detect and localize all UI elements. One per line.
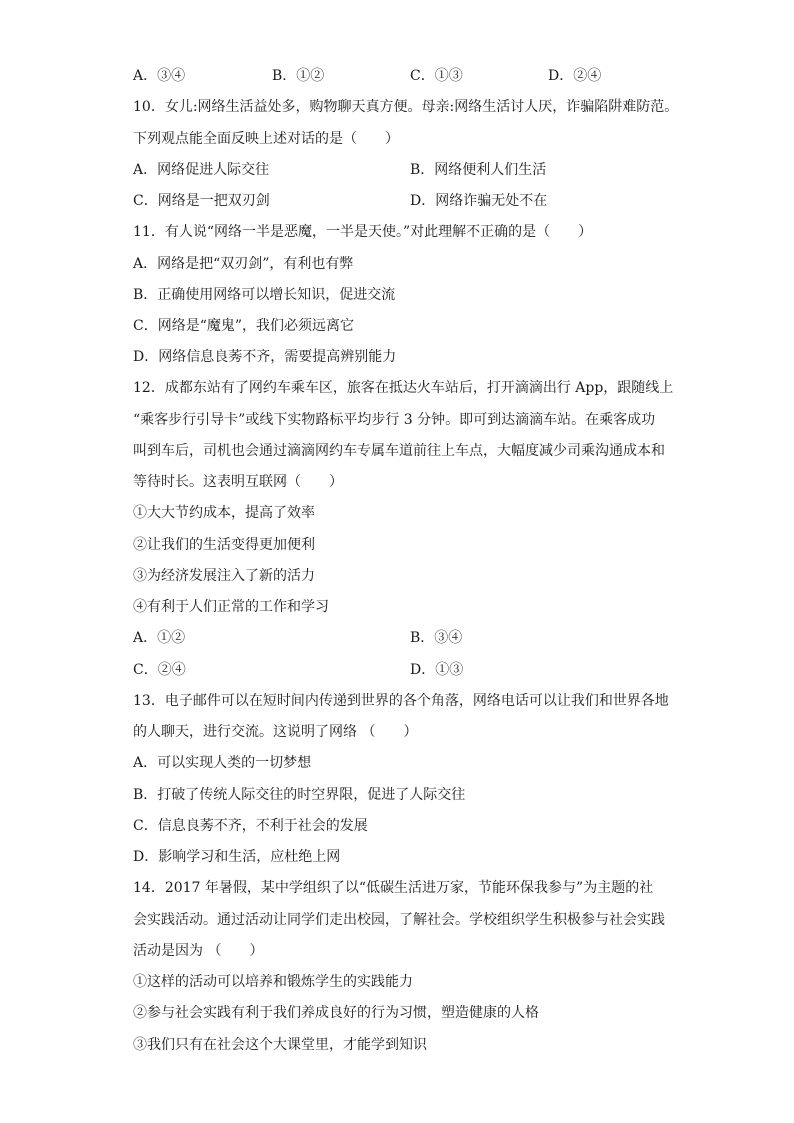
- q12-statement-3: ③为经济发展注入了新的活力: [133, 568, 315, 584]
- q10-stem-line1: 10．女儿:网络生活益处多，购物聊天真方便。母亲:网络生活讨人厌，诈骗陷阱难防范。: [133, 99, 679, 115]
- q10-stem-line2: 下列观点能全面反映上述对话的是（ ）: [133, 131, 399, 147]
- q13-option-d: D．影响学习和生活，应杜绝上网: [133, 849, 341, 865]
- q14-stem-line1: 14．2017 年暑假，某中学组织了以“低碳生活进万家，节能环保我参与”为主题的社: [133, 880, 654, 896]
- q13-stem-line1: 13．电子邮件可以在短时间内传递到世界的各个角落，网络电话可以让我们和世界各地: [133, 693, 669, 709]
- q12-stem-line3: 叫到车后，司机也会通过滴滴网约车专属车道前往上车点，大幅度减少司乘沟通成本和: [133, 443, 665, 459]
- q9-option-c: C．①③: [410, 68, 463, 84]
- q13-option-a: A．可以实现人类的一切梦想: [133, 755, 312, 771]
- q13-stem-line2: 的人聊天，进行交流。这说明了网络 （ ）: [133, 724, 418, 740]
- q12-statement-4: ④有利于人们正常的工作和学习: [133, 599, 329, 615]
- q10-option-a: A．网络促进人际交往: [133, 162, 270, 178]
- q11-option-b: B．正确使用网络可以增长知识，促进交流: [133, 287, 396, 303]
- q14-statement-1: ①这样的活动可以培养和锻炼学生的实践能力: [133, 974, 413, 990]
- q13-option-c: C．信息良莠不齐，不利于社会的发展: [133, 818, 368, 834]
- q12-option-d: D．①③: [410, 662, 464, 678]
- q9-option-a: A．③④: [133, 68, 186, 84]
- q12-statement-2: ②让我们的生活变得更加便利: [133, 537, 315, 553]
- q11-option-c: C．网络是“魔鬼”，我们必须远离它: [133, 318, 355, 334]
- q12-stem-line4: 等待时长。这表明互联网（ ）: [133, 474, 343, 490]
- q12-option-a: A．①②: [133, 630, 186, 646]
- q14-stem-line2: 会实践活动。通过活动让同学们走出校园，了解社会。学校组织学生积极参与社会实践: [133, 912, 665, 928]
- q11-option-a: A．网络是把“双刃剑”，有利也有弊: [133, 256, 354, 272]
- q14-stem-line3: 活动是因为 （ ）: [133, 943, 264, 959]
- q12-statement-1: ①大大节约成本，提高了效率: [133, 505, 315, 521]
- q9-option-d: D．②④: [548, 68, 602, 84]
- q13-option-b: B．打破了传统人际交往的时空界限，促进了人际交往: [133, 787, 466, 803]
- q14-statement-2: ②参与社会实践有利于我们养成良好的行为习惯，塑造健康的人格: [133, 1005, 539, 1021]
- q11-stem: 11．有人说“网络一半是恶魔，一半是天使。”对此理解不正确的是（ ）: [133, 224, 593, 240]
- q14-statement-3: ③我们只有在社会这个大课堂里，才能学到知识: [133, 1037, 427, 1053]
- q12-stem-line1: 12．成都东站有了网约车乘车区，旅客在抵达火车站后，打开滴滴出行 App，跟随线上: [133, 380, 674, 396]
- q9-option-b: B．①②: [272, 68, 325, 84]
- q12-option-c: C．②④: [133, 662, 186, 678]
- q12-stem-line2: “乘客步行引导卡”或线下实物路标平均步行 3 分钟。即可到达滴滴车站。在乘客成功: [133, 412, 656, 428]
- q10-option-b: B．网络便利人们生活: [410, 162, 547, 178]
- q12-option-b: B．③④: [410, 630, 463, 646]
- q10-option-d: D．网络诈骗无处不在: [410, 193, 548, 209]
- q11-option-d: D．网络信息良莠不齐，需要提高辨别能力: [133, 349, 397, 365]
- q10-option-c: C．网络是一把双刃剑: [133, 193, 270, 209]
